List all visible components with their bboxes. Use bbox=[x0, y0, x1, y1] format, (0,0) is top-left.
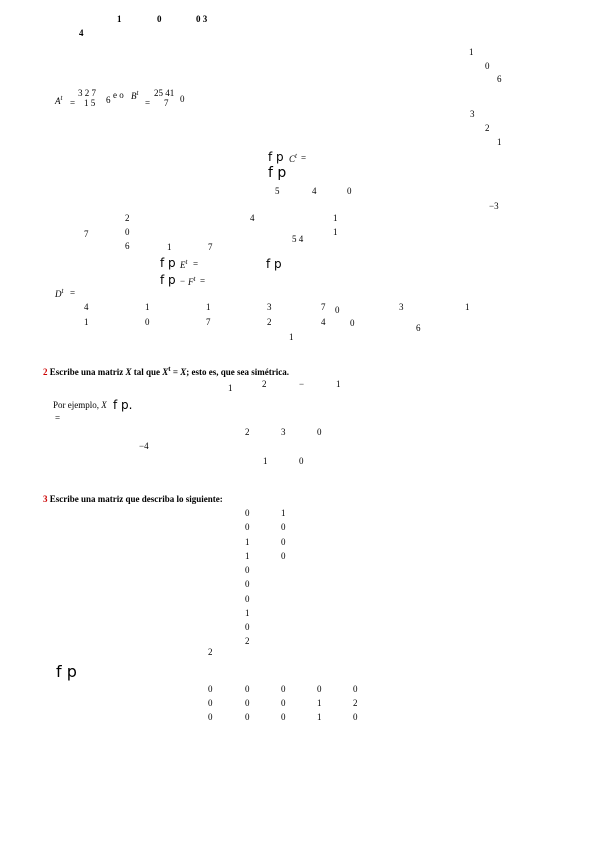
equals-sign: = bbox=[200, 276, 206, 286]
matrix-entry: 4 bbox=[312, 186, 317, 196]
matrix-entry: 5 bbox=[275, 186, 280, 196]
matrix-entry: 1 bbox=[167, 242, 172, 252]
matrix-entry: 7 bbox=[208, 242, 213, 252]
fp-glyph: f p bbox=[268, 150, 284, 164]
equals-sign: = bbox=[55, 413, 61, 423]
matrix-entry: 0 bbox=[281, 537, 286, 547]
matrix-entry: 2 bbox=[208, 647, 213, 657]
matrix-entry: 7 bbox=[206, 317, 211, 327]
matrix-entry: 1 bbox=[206, 302, 211, 312]
minus-sign: − bbox=[180, 276, 186, 286]
matrix-entry: 1 bbox=[465, 302, 470, 312]
matrix-entry: 4 bbox=[84, 302, 89, 312]
label-c: $C^t$ bbox=[289, 152, 297, 164]
matrix-entry: 1 bbox=[317, 712, 322, 722]
matrix-entry: 6 bbox=[125, 241, 130, 251]
matrix-entry: 1 bbox=[333, 213, 338, 223]
label-f: $F^t$ bbox=[188, 275, 196, 287]
matrix-b-bottom: 7 bbox=[164, 98, 169, 108]
matrix-entry: 0 bbox=[245, 684, 250, 694]
matrix-entry: 0 bbox=[245, 579, 250, 589]
right-number: 2 bbox=[485, 123, 490, 133]
matrix-entry: 2 bbox=[353, 698, 358, 708]
matrix-entry: 0 bbox=[281, 684, 286, 694]
right-number: 0 bbox=[485, 61, 490, 71]
matrix-entry: −4 bbox=[139, 441, 149, 451]
matrix-entry: 1 bbox=[281, 508, 286, 518]
matrix-entry: −3 bbox=[489, 201, 499, 211]
right-number: 1 bbox=[469, 47, 474, 57]
matrix-entry: 1 bbox=[145, 302, 150, 312]
label-a: $A^t$ bbox=[55, 94, 63, 106]
matrix-entry: 5 4 bbox=[292, 234, 304, 244]
header-number: 0 bbox=[157, 14, 162, 24]
matrix-entry: 1 bbox=[289, 332, 294, 342]
matrix-entry: 0 bbox=[245, 698, 250, 708]
matrix-entry: 0 bbox=[245, 594, 250, 604]
header-number: 1 bbox=[117, 14, 122, 24]
matrix-entry: 0 bbox=[208, 698, 213, 708]
matrix-entry: 1 bbox=[228, 383, 233, 393]
matrix-entry: 0 bbox=[335, 305, 340, 315]
matrix-entry: 1 bbox=[245, 551, 250, 561]
header-number: 4 bbox=[79, 28, 84, 38]
matrix-entry: 0 bbox=[281, 712, 286, 722]
matrix-entry: 0 bbox=[281, 698, 286, 708]
equals-sign: = bbox=[145, 98, 151, 108]
matrix-entry: 2 bbox=[262, 379, 267, 389]
matrix-entry: 0 bbox=[245, 565, 250, 575]
matrix-entry: 3 bbox=[267, 302, 272, 312]
matrix-entry: 6 bbox=[416, 323, 421, 333]
matrix-entry: 2 bbox=[267, 317, 272, 327]
matrix-entry: 0 bbox=[317, 684, 322, 694]
equals-sign: = bbox=[70, 288, 76, 298]
matrix-entry: 4 bbox=[321, 317, 326, 327]
fp-glyph: f p bbox=[160, 256, 176, 270]
matrix-entry: 0 bbox=[245, 712, 250, 722]
matrix-entry: − bbox=[299, 379, 305, 389]
matrix-b-zero: 0 bbox=[180, 94, 185, 104]
matrix-entry: 0 bbox=[347, 186, 352, 196]
exercise-2-heading: 2 Escribe una matriz X tal que $X^t = X$; esto es, que sea simétrica. bbox=[43, 365, 290, 377]
matrix-entry: 0 bbox=[353, 712, 358, 722]
matrix-entry: 4 bbox=[250, 213, 255, 223]
example-text: Por ejemplo, X bbox=[53, 400, 107, 410]
matrix-entry: 0 bbox=[353, 684, 358, 694]
exercise-3-heading: 3 Escribe una matriz que describa lo siguiente: bbox=[43, 494, 223, 504]
matrix-entry: 2 bbox=[125, 213, 130, 223]
fp-glyph: f p. bbox=[113, 398, 133, 412]
matrix-entry: 0 bbox=[317, 427, 322, 437]
matrix-b-top: 25 41 bbox=[154, 88, 175, 98]
label-d: $D^t$ bbox=[55, 287, 64, 299]
matrix-entry: 1 bbox=[336, 379, 341, 389]
right-number: 6 bbox=[497, 74, 502, 84]
fp-glyph: f p bbox=[268, 165, 287, 181]
matrix-entry: 1 bbox=[245, 608, 250, 618]
matrix-a-top: 3 2 7 bbox=[78, 88, 96, 98]
matrix-entry: 3 bbox=[281, 427, 286, 437]
equals-sign: = bbox=[70, 98, 76, 108]
matrix-entry: 1 bbox=[84, 317, 89, 327]
right-number: 1 bbox=[497, 137, 502, 147]
matrix-entry: 0 bbox=[145, 317, 150, 327]
matrix-entry: 3 bbox=[399, 302, 404, 312]
matrix-entry: 0 bbox=[281, 551, 286, 561]
connector-text: e o bbox=[113, 90, 124, 100]
matrix-entry: 0 bbox=[281, 522, 286, 532]
fp-glyph: f p bbox=[160, 273, 176, 287]
header-number: 0 3 bbox=[196, 14, 208, 24]
matrix-entry: 2 bbox=[245, 427, 250, 437]
matrix-entry: 7 bbox=[321, 302, 326, 312]
fp-glyph: f p bbox=[56, 662, 77, 681]
fp-glyph: f p bbox=[266, 257, 282, 271]
matrix-entry: 0 bbox=[245, 622, 250, 632]
label-e: $E^t$ bbox=[180, 258, 188, 270]
matrix-entry: 1 bbox=[317, 698, 322, 708]
label-b: $B^t$ bbox=[131, 89, 139, 101]
matrix-entry: 0 bbox=[125, 227, 130, 237]
matrix-entry: 1 bbox=[245, 537, 250, 547]
matrix-a-six: 6 bbox=[106, 95, 111, 105]
matrix-entry: 0 bbox=[350, 318, 355, 328]
matrix-entry: 0 bbox=[208, 712, 213, 722]
right-number: 3 bbox=[470, 109, 475, 119]
matrix-a-bottom: 1 5 bbox=[84, 98, 96, 108]
equals-sign: = bbox=[301, 153, 307, 163]
matrix-entry: 7 bbox=[84, 229, 89, 239]
matrix-entry: 2 bbox=[245, 636, 250, 646]
matrix-entry: 1 bbox=[333, 227, 338, 237]
matrix-entry: 0 bbox=[208, 684, 213, 694]
matrix-entry: 1 bbox=[263, 456, 268, 466]
equals-sign: = bbox=[193, 259, 199, 269]
matrix-entry: 0 bbox=[245, 508, 250, 518]
matrix-entry: 0 bbox=[245, 522, 250, 532]
matrix-entry: 0 bbox=[299, 456, 304, 466]
